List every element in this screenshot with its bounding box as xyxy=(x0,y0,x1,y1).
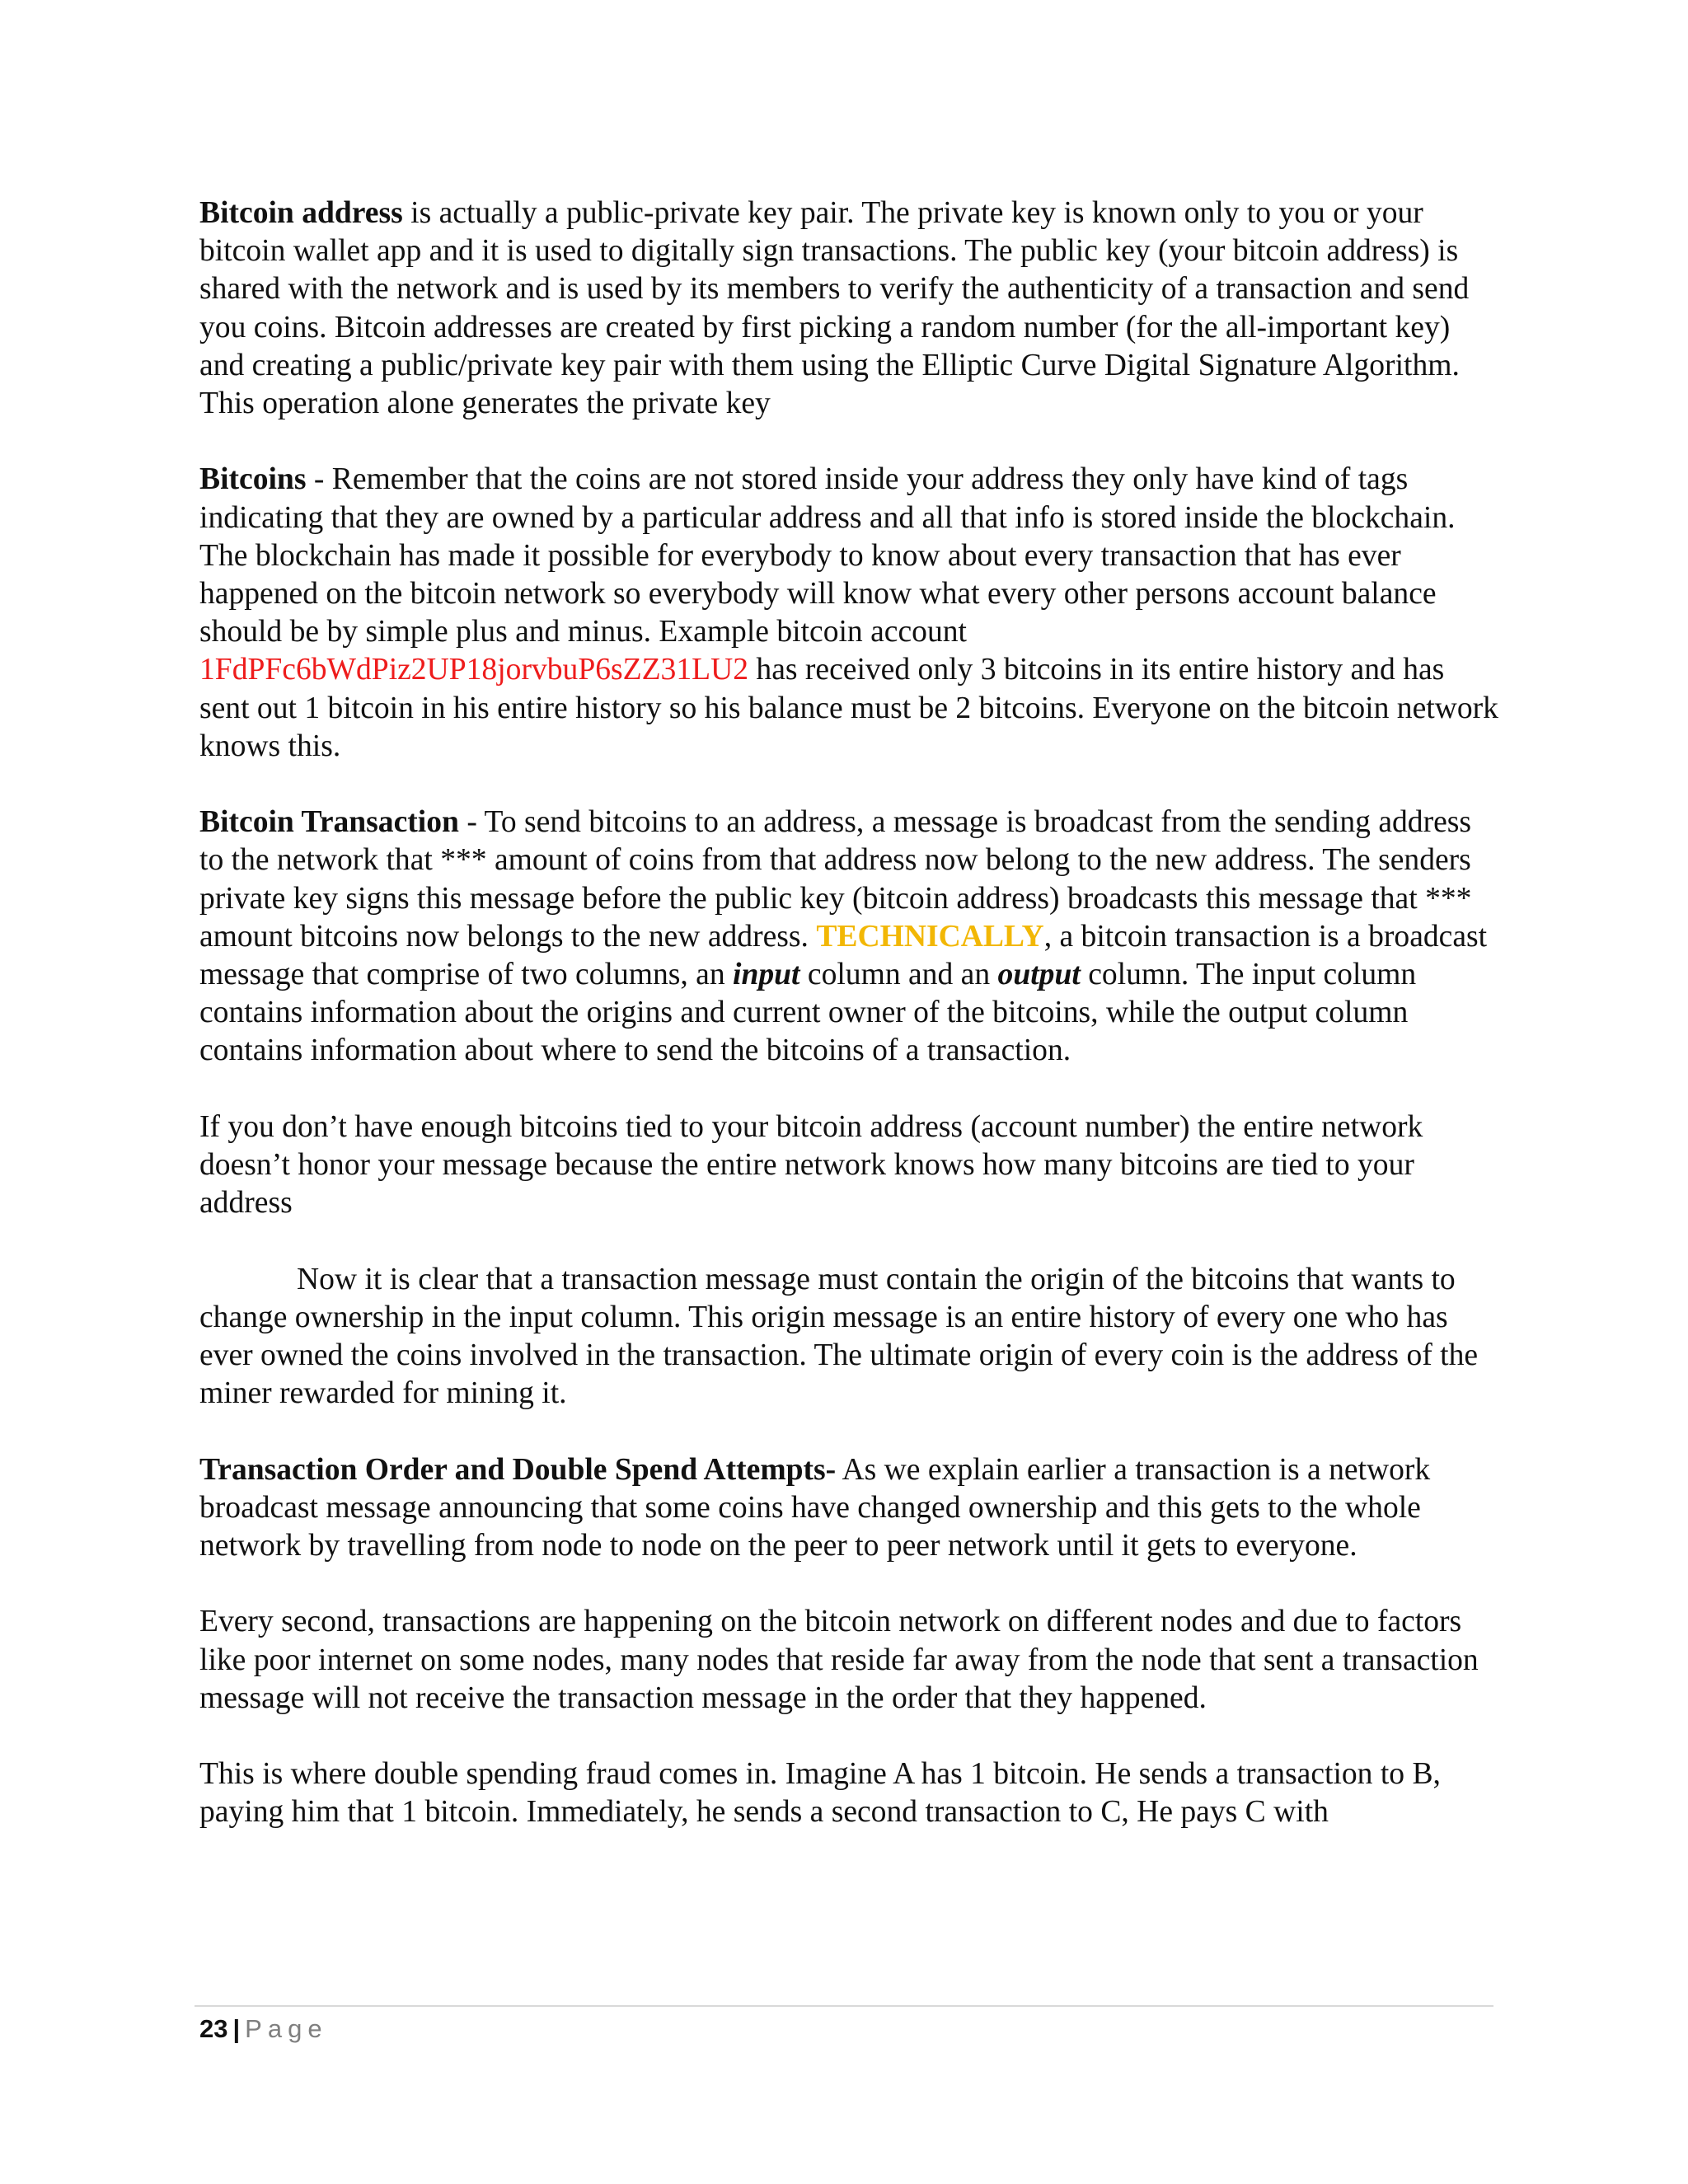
paragraph-bitcoin-transaction xyxy=(199,804,1502,1070)
paragraph-insufficient-funds xyxy=(199,1108,1502,1223)
paragraph-bitcoin-address xyxy=(199,194,1502,423)
emphasis-input: input xyxy=(733,958,800,992)
page-label: Page xyxy=(245,2014,328,2043)
highlight-technically: TECHNICALLY xyxy=(816,919,1044,954)
footer-separator: | xyxy=(232,2014,241,2043)
paragraph-bitcoins xyxy=(199,461,1502,766)
paragraph-text: has received only 3 bitcoins in its entire history and has sent out 1 bitcoin in his entire history so his balance must be 2 bitcoins. Everyone on the bitcoin network knows this. xyxy=(199,653,1498,763)
paragraph-text: If you don’t have enough bitcoins tied to your bitcoin address (account number) the entire network doesn’t honor your message because the entire network knows how many bitcoins are tied to your address xyxy=(199,1109,1423,1221)
paragraph-text: - To send bitcoins to an address, a message is broadcast from the sending address to the network that *** amount of coins from that address now belong to the new address. The senders private key signs this message before the public key (bitcoin address) broadcasts this message that *** amount bitcoins now belongs to the new address. xyxy=(199,805,1472,954)
paragraph-text: This is where double spending fraud comes in. Imagine A has 1 bitcoin. He sends a transaction to B, paying him that 1 bitcoin. Immediately, he sends a second transaction to C, He pays C with xyxy=(199,1757,1441,1830)
paragraph-text: - Remember that the coins are not stored inside your address they only have kind of tags indicating that they are owned by a particular address and all that info is stored inside the blockchain. The blockchain has made it possible for everybody to know about every transaction that has ever happened on the bitcoin network so everybody will know what every other persons account balance should be by simple plus and minus. Example bitcoin account xyxy=(199,462,1456,649)
paragraph-text: is actually a public-private key pair. The private key is known only to you or your bitcoin wallet app and it is used to digitally sign transactions. The public key (your bitcoin address) is shared with the network and is used by its members to verify the authenticity of a transaction and send you coins. Bitcoin addresses are created by first picking a random number (for the all-important key) and creating a public/private key pair with them using the Elliptic Curve Digital Signature Algorithm. This operation alone generates the private key xyxy=(199,196,1470,421)
page-number: 23 xyxy=(199,2014,228,2043)
term-bitcoins: Bitcoins xyxy=(199,462,307,497)
term-bitcoin-address: Bitcoin address xyxy=(199,196,403,230)
paragraph-text: Every second, transactions are happening on the bitcoin network on different nodes and due to factors like poor internet on some nodes, many nodes that reside far away from the node that sent a transaction message will not receive the transaction message in the order that they happened. xyxy=(199,1605,1479,1715)
paragraph-text: , a bitcoin transaction is a broadcast message that comprise of two columns, an xyxy=(199,919,1488,992)
paragraph-text: Now it is clear that a transaction message must contain the origin of the bitcoins that wants to change ownership in the input column. This origin message is an entire history of every one who has ever owned the coins involved in the transaction. The ultimate origin of every coin is the address of the miner rewarded for mining it. xyxy=(199,1262,1479,1411)
example-bitcoin-address: 1FdPFc6bWdPiz2UP18jorvbuP6sZZ31LU2 xyxy=(199,653,749,687)
paragraph-double-spending xyxy=(199,1755,1502,1831)
paragraph-transaction-origin xyxy=(199,1261,1502,1413)
paragraph-network-delays xyxy=(199,1603,1502,1718)
page-footer xyxy=(199,2013,328,2046)
paragraph-text: As we explain earlier a transaction is a network broadcast message announcing that some coins have changed ownership and this gets to the whole network by travelling from node to node on the peer to peer network until it gets to everyone. xyxy=(199,1452,1431,1563)
paragraph-transaction-order xyxy=(199,1451,1502,1566)
page-body xyxy=(199,194,1502,1870)
term-bitcoin-transaction: Bitcoin Transaction xyxy=(199,805,459,840)
paragraph-text: column. The input column contains information about the origins and current owner of the bitcoins, while the output column contains information about where to send the bitcoins of a transaction. xyxy=(199,958,1417,1068)
term-transaction-order: Transaction Order and Double Spend Attempts- xyxy=(199,1452,837,1487)
emphasis-output: output xyxy=(997,958,1081,992)
footer-divider xyxy=(195,2005,1493,2007)
paragraph-text: column and an xyxy=(799,958,998,992)
